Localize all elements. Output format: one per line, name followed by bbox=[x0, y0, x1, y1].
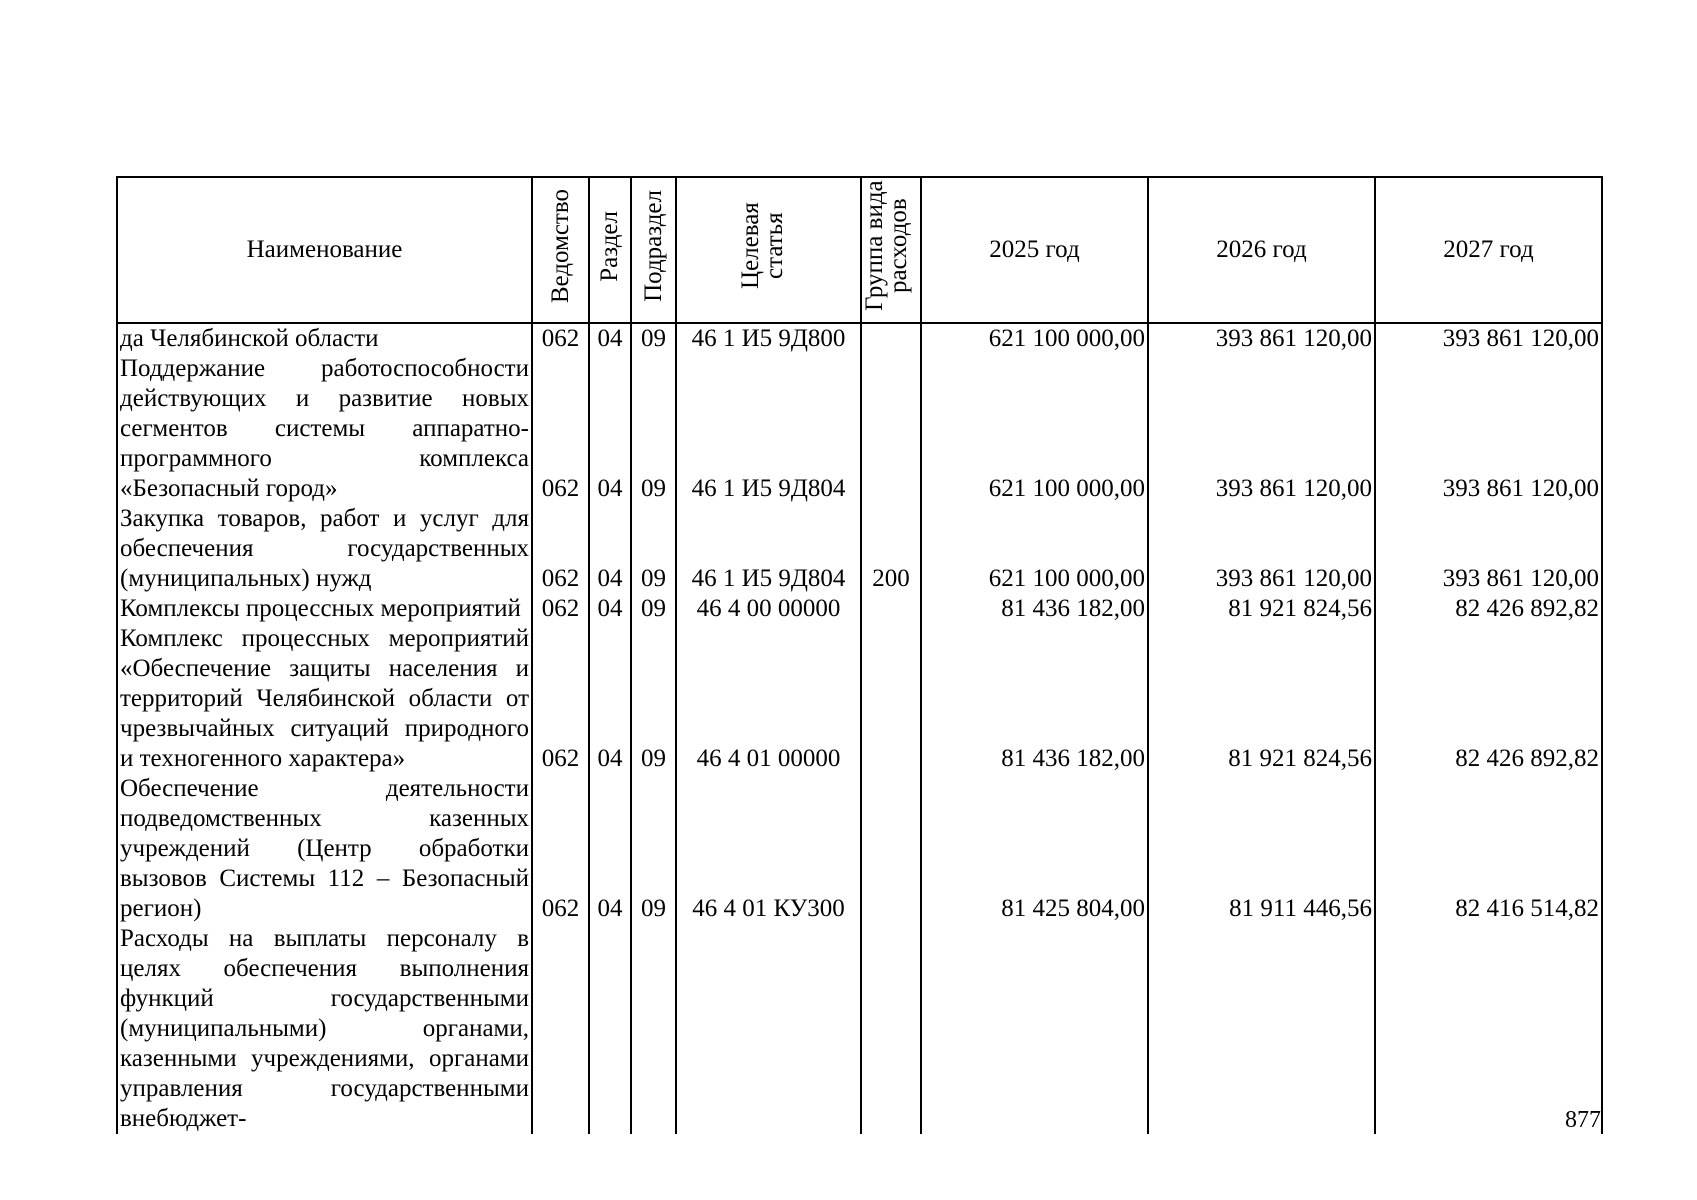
row-dept: 062 bbox=[532, 354, 589, 504]
row-2026: 393 861 120,00 bbox=[1148, 323, 1375, 354]
row-2025: 621 100 000,00 bbox=[921, 323, 1148, 354]
row-subsection: 09 bbox=[631, 624, 676, 774]
budget-table bbox=[116, 176, 1603, 1134]
table-row bbox=[117, 924, 1602, 1134]
table-row bbox=[117, 594, 1602, 624]
row-2025: 621 100 000,00 bbox=[921, 504, 1148, 594]
row-2026: 393 861 120,00 bbox=[1148, 354, 1375, 504]
row-dept: 062 bbox=[532, 624, 589, 774]
table-row bbox=[117, 774, 1602, 924]
row-2027: 393 861 120,00 bbox=[1375, 504, 1602, 594]
row-target: 46 1 И5 9Д800 bbox=[676, 323, 861, 354]
row-dept: 062 bbox=[532, 323, 589, 354]
row-name: Расходы на выплаты персоналу в целях обеспечения выполнения функций государственными (муниципальными) органами, казенными учреждениями, органами управления государственными внебюджет- bbox=[117, 924, 532, 1134]
header-section: Раздел bbox=[589, 177, 631, 323]
row-section: 04 bbox=[589, 504, 631, 594]
row-name: Поддержание работоспособности действующих и развитие новых сегментов системы аппаратно-программного комплекса «Безопасный город» bbox=[117, 354, 532, 504]
row-subsection: 09 bbox=[631, 354, 676, 504]
row-subsection: 09 bbox=[631, 594, 676, 624]
row-section bbox=[589, 924, 631, 1134]
row-section: 04 bbox=[589, 624, 631, 774]
row-target: 46 4 01 00000 bbox=[676, 624, 861, 774]
row-2027 bbox=[1375, 924, 1602, 1134]
row-target bbox=[676, 924, 861, 1134]
row-group bbox=[861, 594, 921, 624]
row-section: 04 bbox=[589, 594, 631, 624]
row-2026: 81 921 824,56 bbox=[1148, 624, 1375, 774]
row-name: да Челябинской области bbox=[117, 323, 532, 354]
header-dept: Ведомство bbox=[532, 177, 589, 323]
row-name: Комплекс процессных мероприятий «Обеспечение защиты населения и территорий Челябинской области от чрезвычайных ситуаций природного и техногенного характера» bbox=[117, 624, 532, 774]
table-row bbox=[117, 624, 1602, 774]
header-2027: 2027 год bbox=[1375, 177, 1602, 323]
row-2027: 393 861 120,00 bbox=[1375, 323, 1602, 354]
row-2025: 621 100 000,00 bbox=[921, 354, 1148, 504]
header-2025: 2025 год bbox=[921, 177, 1148, 323]
header-2026: 2026 год bbox=[1148, 177, 1375, 323]
row-dept: 062 bbox=[532, 504, 589, 594]
row-dept bbox=[532, 924, 589, 1134]
row-target: 46 4 01 КУ300 bbox=[676, 774, 861, 924]
row-2026: 81 911 446,56 bbox=[1148, 774, 1375, 924]
row-target: 46 4 00 00000 bbox=[676, 594, 861, 624]
row-section: 04 bbox=[589, 354, 631, 504]
row-section: 04 bbox=[589, 774, 631, 924]
row-2027: 82 426 892,82 bbox=[1375, 624, 1602, 774]
row-dept: 062 bbox=[532, 774, 589, 924]
table-row bbox=[117, 323, 1602, 354]
row-2026 bbox=[1148, 924, 1375, 1134]
row-group bbox=[861, 774, 921, 924]
row-name: Закупка товаров, работ и услуг для обеспечения государственных (муниципальных) нужд bbox=[117, 504, 532, 594]
page-number: 877 bbox=[1565, 1107, 1601, 1133]
row-group bbox=[861, 323, 921, 354]
row-2025 bbox=[921, 924, 1148, 1134]
row-2025: 81 436 182,00 bbox=[921, 624, 1148, 774]
row-subsection: 09 bbox=[631, 504, 676, 594]
row-2027: 82 426 892,82 bbox=[1375, 594, 1602, 624]
row-target: 46 1 И5 9Д804 bbox=[676, 504, 861, 594]
row-dept: 062 bbox=[532, 594, 589, 624]
header-group: Группа вида расходов bbox=[861, 177, 921, 323]
table-row bbox=[117, 354, 1602, 504]
row-2027: 82 416 514,82 bbox=[1375, 774, 1602, 924]
row-2027: 393 861 120,00 bbox=[1375, 354, 1602, 504]
row-target: 46 1 И5 9Д804 bbox=[676, 354, 861, 504]
row-2026: 393 861 120,00 bbox=[1148, 504, 1375, 594]
row-group bbox=[861, 354, 921, 504]
row-subsection: 09 bbox=[631, 323, 676, 354]
row-subsection bbox=[631, 924, 676, 1134]
row-section: 04 bbox=[589, 323, 631, 354]
row-2025: 81 436 182,00 bbox=[921, 594, 1148, 624]
header-row bbox=[117, 177, 1602, 323]
row-group bbox=[861, 624, 921, 774]
row-2025: 81 425 804,00 bbox=[921, 774, 1148, 924]
row-name: Комплексы процессных мероприятий bbox=[117, 594, 532, 624]
row-name: Обеспечение деятельности подведомственных казенных учреждений (Центр обработки вызовов Системы 112 – Безопасный регион) bbox=[117, 774, 532, 924]
header-subsection: Подраздел bbox=[631, 177, 676, 323]
row-group bbox=[861, 924, 921, 1134]
row-2026: 81 921 824,56 bbox=[1148, 594, 1375, 624]
row-group: 200 bbox=[861, 504, 921, 594]
table-row bbox=[117, 504, 1602, 594]
row-subsection: 09 bbox=[631, 774, 676, 924]
header-target: Целевая статья bbox=[676, 177, 861, 323]
header-name: Наименование bbox=[117, 177, 532, 323]
